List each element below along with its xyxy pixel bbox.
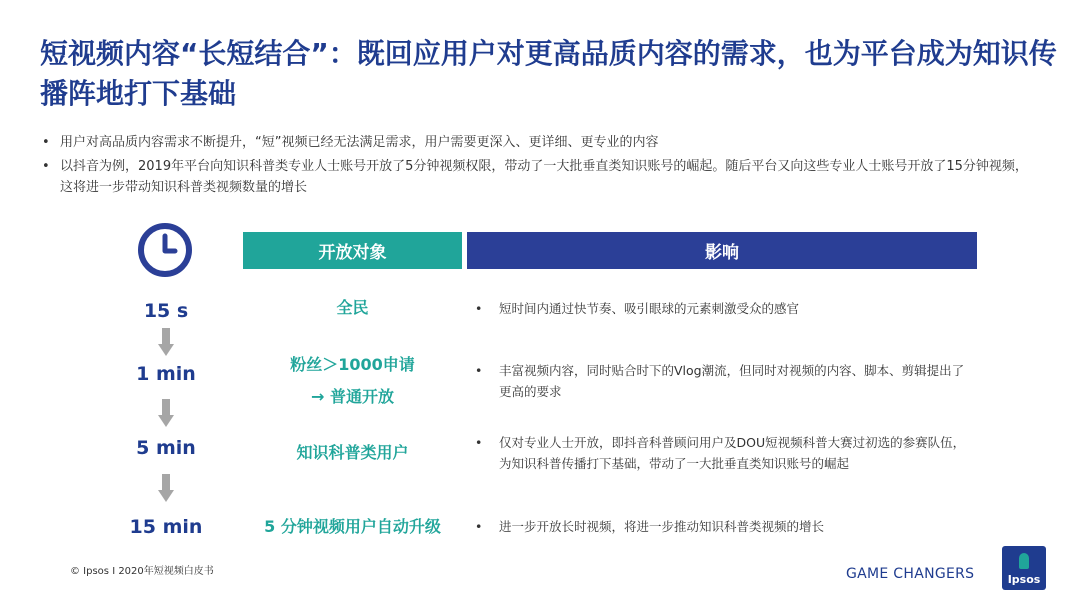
open-target: 5 分钟视频用户自动升级	[264, 517, 441, 536]
clock-icon	[137, 222, 193, 278]
column-header-impact: 影响	[467, 232, 977, 269]
impact-text: 短时间内通过快节奏、吸引眼球的元素刺激受众的感官	[499, 301, 800, 316]
impact-text: 进一步开放长时视频，将进一步推动知识科普类视频的增长	[499, 519, 825, 534]
open-target: 粉丝＞1000申请 → 普通开放	[290, 355, 415, 406]
arrow-down-icon	[158, 399, 174, 427]
logo-figure-icon	[1019, 553, 1029, 569]
impact-text: 仅对专业人士开放，即抖音科普顾问用户及DOU短视频科普大赛过初选的参赛队伍，为知识科普传播打下基础，带动了一大批垂直类知识账号的崛起	[499, 435, 966, 471]
bullet-dot: •	[475, 363, 483, 378]
impact-item	[475, 516, 975, 537]
impact-text: 丰富视频内容，同时贴合时下的Vlog潮流，但同时对视频的内容、脚本、剪辑提出了更高的要求	[499, 363, 965, 399]
arrow-down-icon	[158, 474, 174, 502]
time-label: 15 min	[129, 516, 203, 538]
bullet-dot: •	[475, 301, 483, 316]
impact-item	[475, 432, 975, 474]
intro-bullet-list	[42, 132, 1032, 201]
game-changers-tagline: GAME CHANGERS	[846, 566, 975, 582]
time-label: 1 min	[136, 363, 196, 385]
logo-text: Ipsos	[1007, 573, 1041, 586]
time-label: 15 s	[143, 300, 189, 322]
ipsos-logo	[1002, 546, 1046, 590]
intro-bullet: • 用户对高品质内容需求不断提升，“短”视频已经无法满足需求，用户需要更深入、更详细、更专业的内容	[42, 132, 1032, 153]
column-header-open-target: 开放对象	[243, 232, 462, 269]
open-target: 全民	[336, 298, 369, 317]
page-title: 短视频内容“长短结合”：既回应用户对更高品质内容的需求，也为平台成为知识传播阵地打下基础	[40, 37, 1057, 110]
open-target: 知识科普类用户	[296, 443, 409, 462]
bullet-dot: •	[475, 519, 483, 534]
bullet-dot: •	[475, 435, 483, 450]
intro-bullet: • 以抖音为例，2019年平台向知识科普类专业人士账号开放了5分钟视频权限，带动了一大批垂直类知识账号的崛起。随后平台又向这些专业人士账号开放了15分钟视频，这将进一步带动知识科普类视频数量的增长	[42, 156, 1032, 198]
impact-item	[475, 298, 975, 319]
arrow-down-icon	[158, 328, 174, 356]
copyright-text: © Ipsos I 2020年短视频白皮书	[70, 566, 214, 577]
time-label: 5 min	[136, 437, 196, 459]
impact-item	[475, 360, 975, 402]
